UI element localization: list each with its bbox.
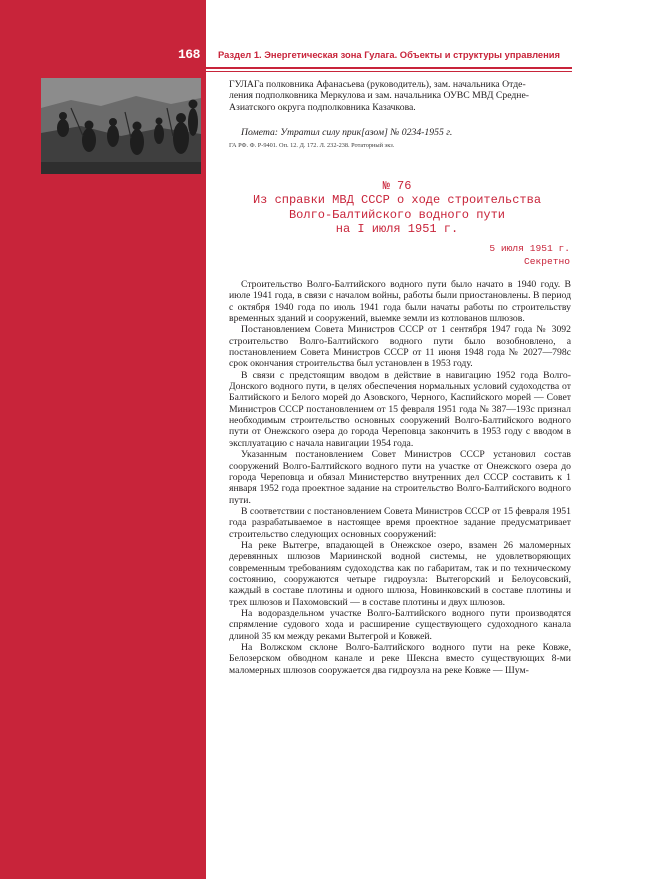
header-rule-thin	[206, 71, 572, 72]
document-heading	[222, 179, 572, 237]
page-number: 168	[178, 47, 200, 62]
document-body	[229, 279, 571, 676]
archival-photo-icon	[41, 78, 201, 174]
body-paragraph: В связи с предстоящим вводом в действие в навигацию 1952 года Волго-Донского водного пути, в целях обеспечения нормальных условий судоходства от Балтийского и Белого морей до Азовского, Черного, Каспийского морей — Совет Министров СССР постановлением от 15 февраля 1951 года № 387—193с признал необходимым строительство основных сооружений Волго-Балтийского водного пути от Онежского озера до города Череповца закончить в 1953 году с вводом в эксплуатацию с начала навигации 1954 года.	[229, 369, 571, 449]
body-paragraph: На реке Вытегре, впадающей в Онежское озеро, взамен 26 маломерных деревянных шлюзов Мариинской водной системы, не удовлетворяющих современным требованиям судоходства как по габаритам, так и по техническому состоянию, сооружаются четыре гидроузла: Вытегорский и Белоусовский, каждый в составе плотины и одного шлюза, Новинковский в составе плотины и трех шлюзов и Пахомовский — в составе плотины и двух шлюзов.	[229, 539, 571, 608]
archive-source: ГА РФ. Ф. Р-9401. Оп. 12. Д. 172. Л. 232-238. Ротаторный экз.	[229, 142, 395, 149]
running-title: Раздел 1. Энергетическая зона Гулага. Объекты и структуры управления	[218, 49, 561, 60]
body-paragraph: В соответствии с постановлением Совета Министров СССР от 15 февраля 1951 года разрабатываемое в настоящее время проектное задание предусматривает строительство следующих основных сооружений:	[229, 505, 571, 540]
body-paragraph: Постановлением Совета Министров СССР от 1 сентября 1947 года № 3092 строительство Волго-Балтийского водного пути было возобновлено, а постановлением Совета Министров СССР от 11 июня 1948 года № 2027—798с срок окончания строительства был установлен в 1953 году.	[229, 324, 571, 370]
body-paragraph: На водораздельном участке Волго-Балтийского водного пути производятся спрямление судового хода и расширение существующего судоходного канала длиной 35 км между реками Вытегрой и Ковжей.	[229, 607, 571, 642]
pometa-note: Помета: Утратил силу прик[азом] № 0234-1955 г.	[241, 127, 453, 138]
document-title-line: Волго-Балтийского водного пути	[288, 207, 506, 222]
intro-text	[229, 79, 571, 113]
body-paragraph: На Волжском склоне Волго-Балтийского водного пути на реке Ковже, Белозерском обводном канале и реке Шексна вместо существующих 8-ми маломерных шлюзов сооружается два гидроузла на реке Ковже — Шум-	[229, 642, 571, 676]
document-title-line: на I июля 1951 г.	[335, 222, 459, 237]
intro-line: Азиатского округа подполковника Казачкова.	[229, 101, 416, 113]
document-meta	[400, 242, 570, 268]
header-rule	[206, 67, 572, 69]
document-date: 5 июля 1951 г.	[489, 243, 570, 254]
body-paragraph: Строительство Волго-Балтийского водного пути было начато в 1940 году. В июле 1941 года, в связи с началом войны, работы были приостановлены. В период с октября 1940 года по июль 1941 года были начаты работы по строительству временных зданий и сооружений, выемке земли из котлованов шлюзов.	[229, 279, 571, 325]
intro-line: ления подполковника Меркулова и зам. начальника ОУВС МВД Средне-	[229, 90, 530, 102]
classification-mark: Секретно	[523, 256, 570, 267]
document-title-line: Из справки МВД СССР о ходе строительства	[252, 193, 542, 208]
intro-line: ГУЛАГа полковника Афанасьева (руководитель), зам. начальника Отде-	[229, 79, 526, 90]
document-number: № 76	[382, 179, 412, 193]
body-paragraph: Указанным постановлением Совет Министров СССР установил состав сооружений Волго-Балтийского водного пути на участке от Онежского озера до города Череповца и обязал Министерство внутренних дел СССР составить к 1 января 1952 года проектное задание на строительство Волго-Балтийского водного пути.	[229, 449, 571, 506]
